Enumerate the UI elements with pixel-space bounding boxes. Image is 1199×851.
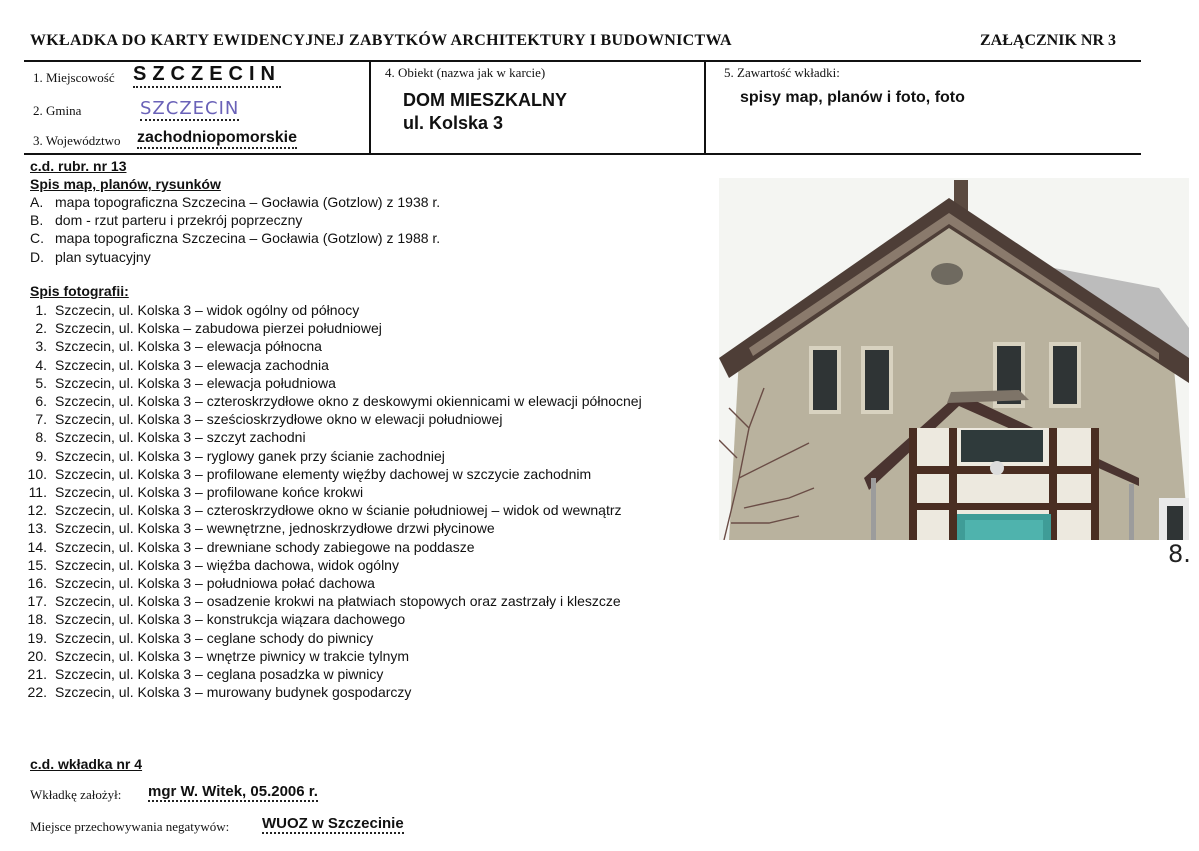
document-title: WKŁADKA DO KARTY EWIDENCYJNEJ ZABYTKÓW ARCHITEKTURY I BUDOWNICTWA [30, 32, 732, 49]
maps-heading: Spis map, planów, rysunków [30, 176, 221, 192]
column-divider-1 [369, 60, 371, 155]
voivodeship-label: 3. Województwo [33, 133, 121, 148]
list-item: 12. Szczecin, ul. Kolska 3 – czteroskrzydłowe okno w ścianie południowej – widok od wewnątrz [27, 502, 622, 519]
list-item: 5. Szczecin, ul. Kolska 3 – elewacja południowa [35, 374, 336, 391]
handwritten-page-mark: 8. [1168, 540, 1191, 568]
annex-number: ZAŁĄCZNIK NR 3 [980, 32, 1117, 49]
list-item: 8. Szczecin, ul. Kolska 3 – szczyt zachodni [35, 429, 306, 446]
object-name: DOM MIESZKALNY [403, 90, 567, 110]
list-item: 22. Szczecin, ul. Kolska 3 – murowany budynek gospodarczy [27, 684, 412, 701]
author-value: mgr W. Witek, 05.2006 r. [148, 783, 318, 800]
list-item: 13. Szczecin, ul. Kolska 3 – wewnętrzne, jednoskrzydłowe drzwi płycinowe [27, 520, 495, 537]
maps-list [30, 193, 440, 266]
list-item: 11. Szczecin, ul. Kolska 3 – profilowane końce krokwi [28, 484, 364, 501]
list-item: 7. Szczecin, ul. Kolska 3 – sześcioskrzydłowe okno w elewacji południowej [35, 411, 503, 428]
list-item: 1. Szczecin, ul. Kolska 3 – widok ogólny od północy [35, 302, 360, 318]
contents-label: 5. Zawartość wkładki: [724, 65, 840, 80]
list-item: 20. Szczecin, ul. Kolska 3 – wnętrze piwnicy w trakcie tylnym [27, 647, 410, 664]
list-item: 21. Szczecin, ul. Kolska 3 – ceglana posadzka w piwnicy [27, 666, 384, 683]
list-item: 15. Szczecin, ul. Kolska 3 – więźba dachowa, widok ogólny [27, 556, 399, 573]
list-item: 19. Szczecin, ul. Kolska 3 – ceglane schody do piwnicy [27, 629, 374, 646]
list-item: A. mapa topograficzna Szczecina – Gocławia (Gotzlow) z 1938 r. [30, 194, 441, 210]
place-value: SZCZECIN [133, 63, 281, 88]
list-item: 4. Szczecin, ul. Kolska 3 – elewacja zachodnia [35, 356, 329, 373]
gmina-value: SZCZECIN [140, 98, 240, 119]
insert-reference: c.d. wkładka nr 4 [30, 756, 143, 772]
contents-value: spisy map, planów i foto, foto [740, 89, 965, 106]
list-item: 18. Szczecin, ul. Kolska 3 – konstrukcja wiązara dachowego [27, 611, 406, 628]
gmina-label: 2. Gmina [33, 103, 82, 118]
object-address: ul. Kolska 3 [403, 113, 504, 133]
negatives-value: WUOZ w Szczecinie [262, 815, 404, 832]
list-item: 17. Szczecin, ul. Kolska 3 – osadzenie krokwi na płatwiach stopowych oraz zastrzały i kleszcze [27, 593, 621, 610]
house-photo [719, 178, 1189, 540]
object-value [403, 89, 567, 135]
list-item: 3. Szczecin, ul. Kolska 3 – elewacja północna [35, 338, 322, 355]
rubric-reference: c.d. rubr. nr 13 [30, 158, 127, 174]
voivodeship-value: zachodniopomorskie [137, 129, 297, 149]
list-item: 14. Szczecin, ul. Kolska 3 – drewniane schody zabiegowe na poddasze [27, 538, 475, 555]
list-item: D. plan sytuacyjny [30, 248, 151, 265]
photos-heading: Spis fotografii: [30, 283, 129, 299]
list-item: 10. Szczecin, ul. Kolska 3 – profilowane elementy więźby dachowej w szczycie zachodnim [27, 465, 592, 482]
list-item: C. mapa topograficzna Szczecina – Gocławia (Gotzlow) z 1988 r. [30, 230, 441, 247]
author-label: Wkładkę założył: [30, 787, 122, 802]
list-item: 9. Szczecin, ul. Kolska 3 – ryglowy ganek przy ścianie zachodniej [35, 447, 445, 464]
column-divider-2 [704, 60, 706, 155]
list-item: 16. Szczecin, ul. Kolska 3 – południowa połać dachowa [27, 575, 375, 592]
list-item: B. dom - rzut parteru i przekrój poprzeczny [30, 212, 303, 229]
photos-list [22, 301, 642, 701]
negatives-label: Miejsce przechowywania negatywów: [30, 819, 230, 834]
header-top-rule [24, 60, 1141, 62]
list-item: 6. Szczecin, ul. Kolska 3 – czteroskrzydłowe okno z deskowymi okiennicami w elewacji północnej [35, 393, 642, 410]
place-label: 1. Miejscowość [33, 70, 115, 85]
header-bottom-rule [24, 153, 1141, 155]
list-item: 2. Szczecin, ul. Kolska – zabudowa pierzei południowej [35, 320, 382, 337]
object-label: 4. Obiekt (nazwa jak w karcie) [385, 65, 546, 80]
